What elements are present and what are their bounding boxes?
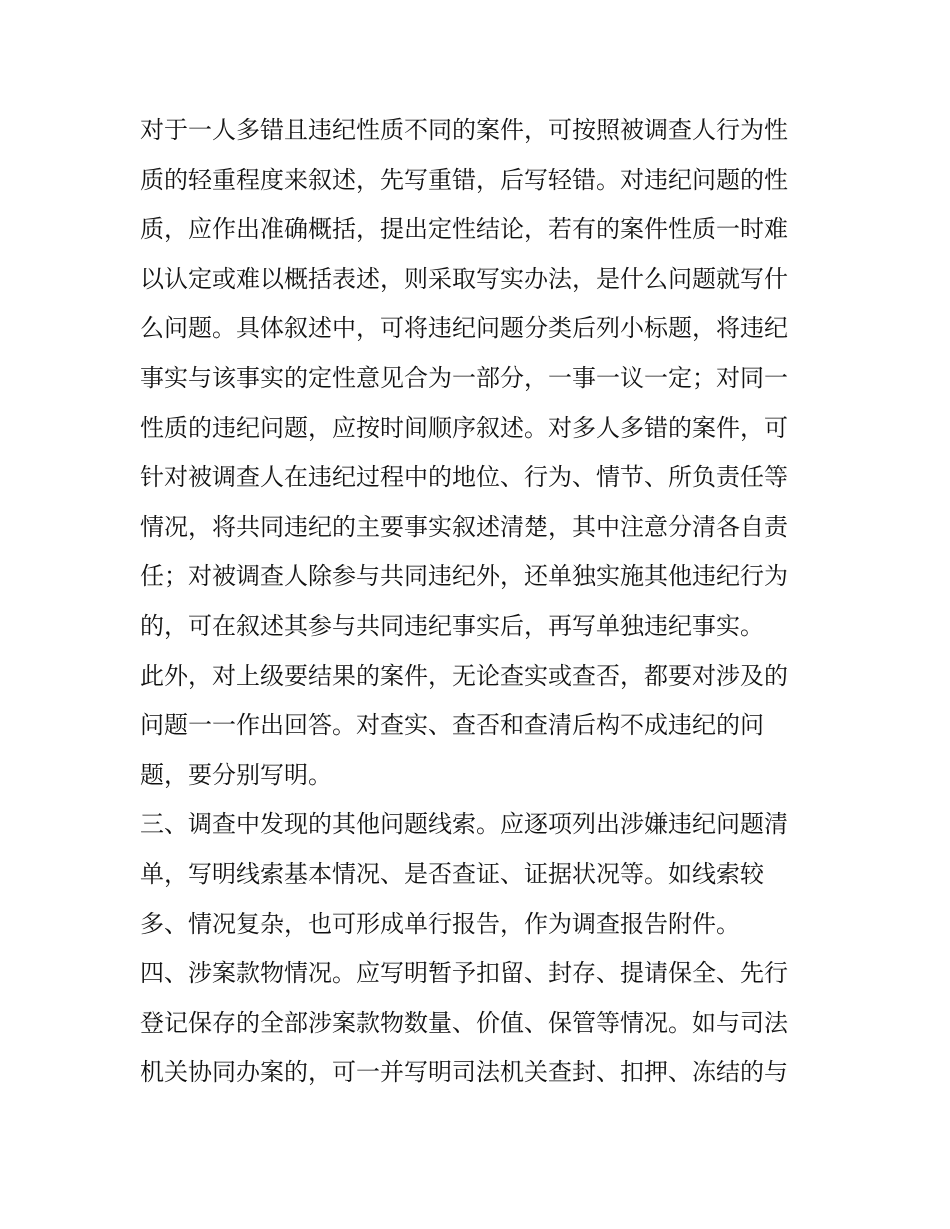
text-line: 多、情况复杂，也可形成单行报告，作为调查报告附件。 bbox=[140, 909, 740, 938]
text-line: 问题一一作出回答。对查实、查否和查清后构不成违纪的问 bbox=[140, 711, 764, 740]
text-line: 质的轻重程度来叙述，先写重错，后写轻错。对违纪问题的性 bbox=[140, 165, 788, 194]
text-line: 题，要分别写明。 bbox=[140, 760, 332, 789]
text-line: 此外，对上级要结果的案件，无论查实或查否，都要对涉及的 bbox=[140, 661, 788, 690]
text-line: 任；对被调查人除参与共同违纪外，还单独实施其他违纪行为 bbox=[140, 562, 788, 591]
text-line: 事实与该事实的定性意见合为一部分，一事一议一定；对同一 bbox=[140, 363, 788, 392]
body-text bbox=[140, 106, 830, 1098]
text-line: 情况，将共同违纪的主要事实叙述清楚，其中注意分清各自责 bbox=[140, 512, 788, 541]
text-line: 么问题。具体叙述中，可将违纪问题分类后列小标题，将违纪 bbox=[140, 314, 788, 343]
text-line: 的，可在叙述其参与共同违纪事实后，再写单独违纪事实。 bbox=[140, 611, 764, 640]
text-line: 对于一人多错且违纪性质不同的案件，可按照被调查人行为性 bbox=[140, 116, 788, 144]
text-line: 针对被调查人在违纪过程中的地位、行为、情节、所负责任等 bbox=[140, 463, 788, 492]
text-line: 以认定或难以概括表述，则采取写实办法，是什么问题就写什 bbox=[140, 264, 788, 293]
text-line: 登记保存的全部涉案款物数量、价值、保管等情况。如与司法 bbox=[140, 1008, 788, 1037]
text-line: 性质的违纪问题，应按时间顺序叙述。对多人多错的案件，可 bbox=[140, 413, 788, 442]
text-line: 机关协同办案的，可一并写明司法机关查封、扣押、冻结的与 bbox=[140, 1058, 788, 1087]
text-line: 三、调查中发现的其他问题线索。应逐项列出涉嫌违纪问题清 bbox=[140, 810, 788, 839]
text-line: 单，写明线索基本情况、是否查证、证据状况等。如线索较 bbox=[140, 859, 764, 888]
text-line: 四、涉案款物情况。应写明暂予扣留、封存、提请保全、先行 bbox=[140, 959, 788, 988]
text-line: 质，应作出准确概括，提出定性结论，若有的案件性质一时难 bbox=[140, 215, 788, 244]
